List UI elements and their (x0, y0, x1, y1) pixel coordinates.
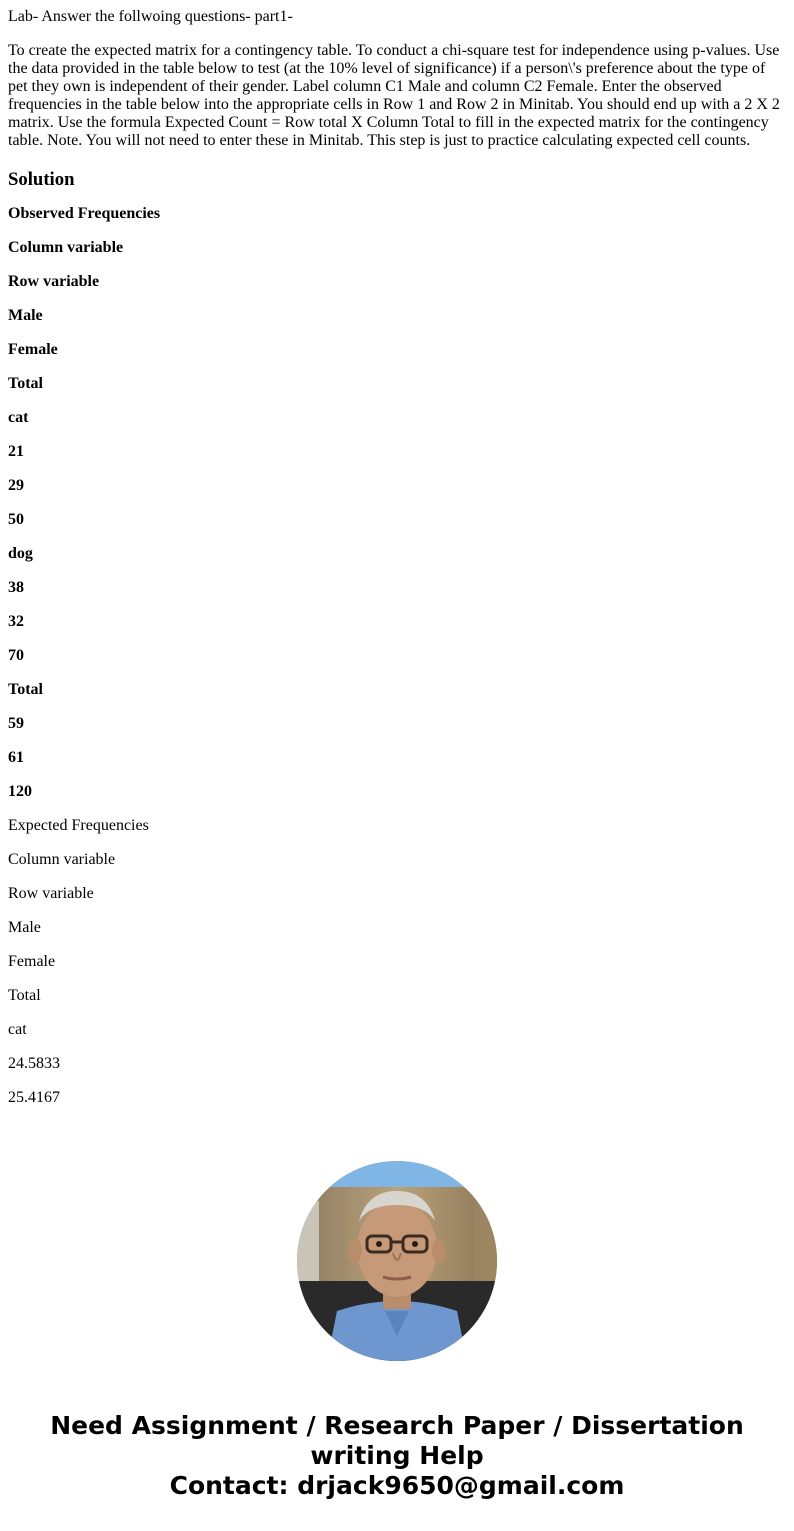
observed-cell: 59 (8, 715, 24, 732)
observed-header-female: Female (8, 341, 58, 358)
observed-cell: 21 (8, 443, 24, 460)
observed-column-variable: Column variable (8, 239, 124, 256)
expected-cell: 25.4167 (8, 1089, 60, 1106)
observed-cell: 120 (8, 783, 32, 800)
expected-row-variable: Row variable (8, 885, 94, 902)
observed-row-variable: Row variable (8, 273, 100, 290)
observed-title: Observed Frequencies (8, 205, 161, 222)
promo-banner (0, 1411, 794, 1501)
expected-header-total: Total (8, 987, 41, 1004)
expected-header-male: Male (8, 919, 41, 936)
observed-row-label: cat (8, 409, 29, 426)
observed-cell: 38 (8, 579, 24, 596)
observed-cell: 32 (8, 613, 24, 630)
observed-cell: 61 (8, 749, 24, 766)
expected-header-female: Female (8, 953, 56, 970)
solution-heading: Solution (8, 169, 75, 190)
observed-cell: 50 (8, 511, 24, 528)
observed-row-label: Total (8, 681, 43, 698)
expected-title: Expected Frequencies (8, 817, 149, 834)
document-body (0, 8, 794, 1115)
expected-row-label: cat (8, 1021, 27, 1038)
observed-cell: 70 (8, 647, 24, 664)
question-text: To create the expected matrix for a contingency table. To conduct a chi-square test for independence using p-values. Use the data provided in the table below to test (at the 10% level of significance) if a person\'s preference about the type of pet they own is independent of their gender. Label column C1 Male and column C2 Female. Enter the observed frequencies in the table below into the appropriate cells in Row 1 and Row 2 in Minitab. You should end up with a 2 X 2 matrix. Use the formula Expected Count = Row total X Column Total to fill in the expected matrix for the contingency table. Note. You will not need to enter these in Minitab. This step is just to practice calculating expected cell counts. (8, 42, 780, 149)
solution-table-flat (8, 197, 786, 1115)
observed-cell: 29 (8, 477, 24, 494)
expected-cell: 24.5833 (8, 1055, 60, 1072)
observed-row-label: dog (8, 545, 33, 562)
observed-header-male: Male (8, 307, 43, 324)
tutor-avatar (297, 1161, 497, 1361)
page-title: Lab- Answer the follwoing questions- part1- (8, 8, 293, 25)
observed-header-total: Total (8, 375, 43, 392)
promo-line-2: writing Help (310, 1441, 484, 1470)
tutor-photo-illustration (297, 1161, 497, 1361)
expected-column-variable: Column variable (8, 851, 116, 868)
promo-line-1: Need Assignment / Research Paper / Dissertation (50, 1411, 744, 1440)
promo-contact[interactable]: Contact: drjack9650@gmail.com (169, 1471, 625, 1500)
